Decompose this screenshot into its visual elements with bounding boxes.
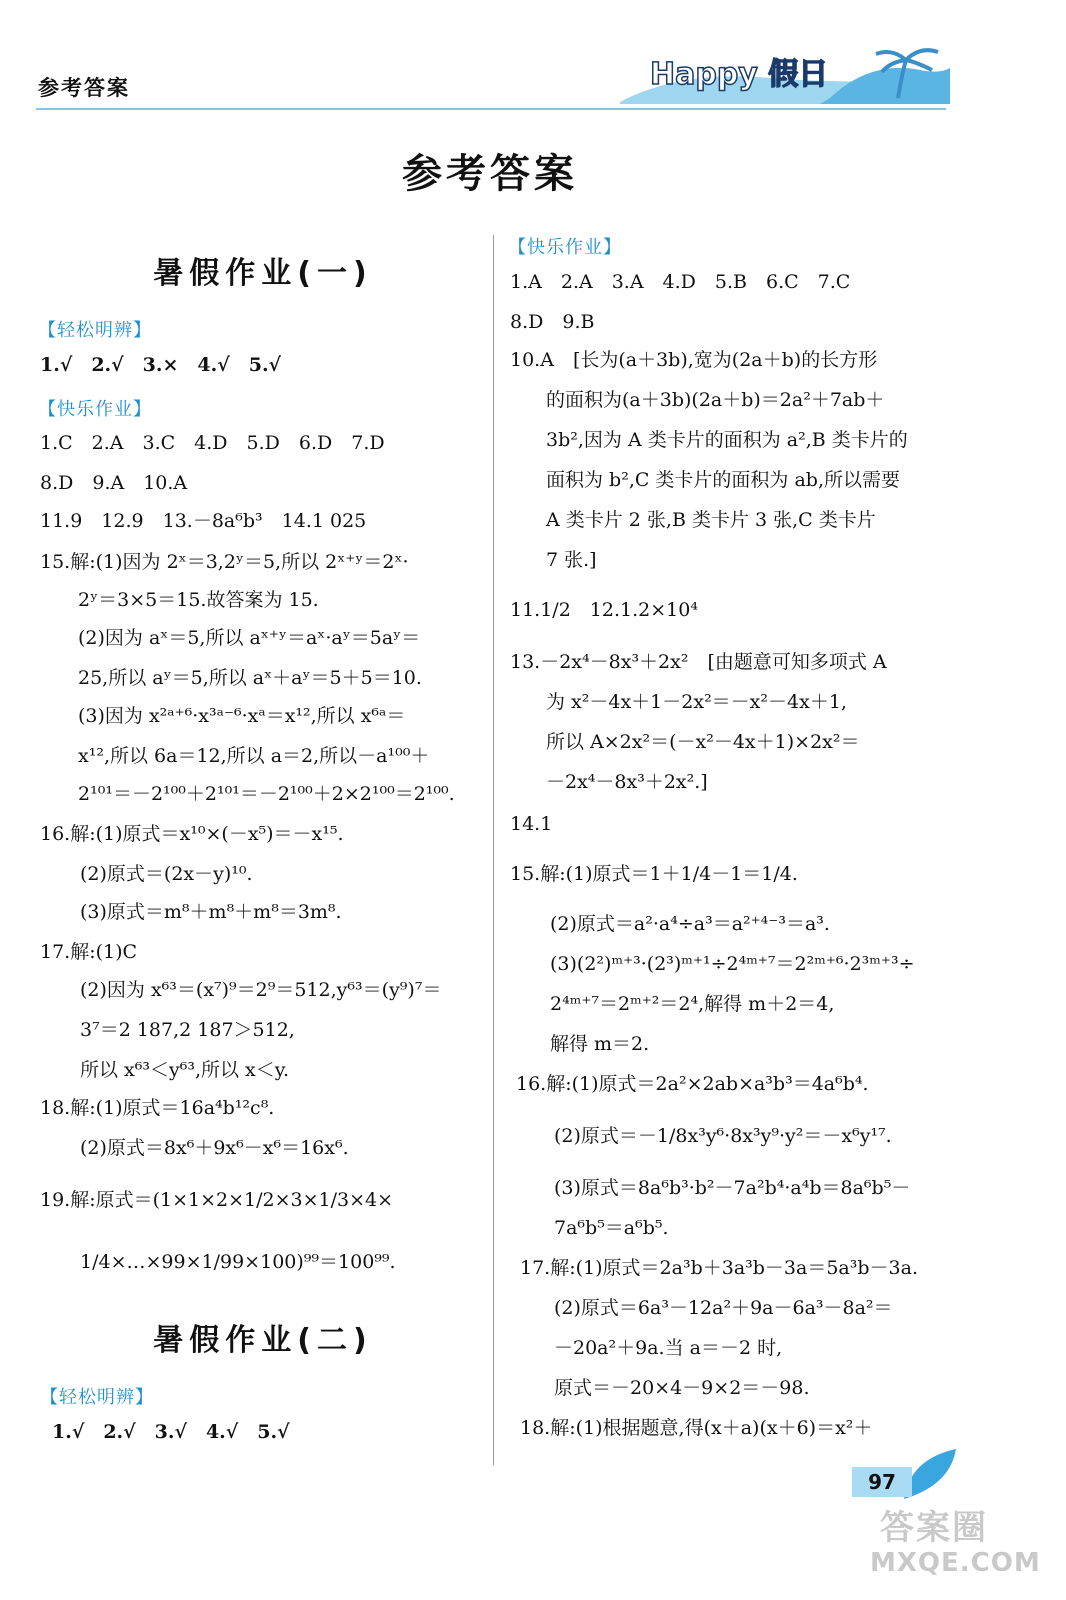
tag-easy-2: 【轻松明辨】 [40, 1387, 154, 1408]
logo-text: Happy 假日 [650, 57, 829, 92]
easy-answers: 1.√ 2.√ 3.× 4.√ 5.√ [40, 354, 282, 376]
answer-line: (3)(2²)ᵐ⁺³·(2³)ᵐ⁺¹÷2⁴ᵐ⁺⁷＝2²ᵐ⁺⁶·2³ᵐ⁺³÷ [550, 953, 915, 975]
answer-line: (3)原式＝8a⁶b³·b²－7a²b⁴·a⁴b＝8a⁶b⁵－ [554, 1177, 911, 1199]
page-title: 参考答案 [402, 151, 578, 197]
answer-line: 15.解:(1)因为 2ˣ＝3,2ʸ＝5,所以 2ˣ⁺ʸ＝2ˣ· [40, 551, 409, 573]
answer-line: 17.解:(1)原式＝2a³b＋3a³b－3a＝5a³b－3a. [520, 1257, 918, 1279]
answer-line: 为 x²－4x＋1－2x²＝－x²－4x＋1, [546, 691, 847, 713]
header-rule [36, 108, 946, 110]
answer-line: －20a²＋9a.当 a＝－2 时, [554, 1337, 783, 1359]
answer-line: 16.解:(1)原式＝x¹⁰×(－x⁵)＝－x¹⁵. [40, 823, 344, 845]
answer-line: 7 张.] [546, 549, 597, 571]
answer-line: (2)原式＝a²·a⁴÷a³＝a²⁺⁴⁻³＝a³. [550, 913, 830, 935]
section-heading-2: 暑假作业(二) [153, 1323, 373, 1358]
tag-happy-right: 【快乐作业】 [508, 237, 622, 258]
answer-line: －2x⁴－8x³＋2x².] [546, 771, 708, 793]
answer-line: (3)因为 x²ᵃ⁺⁶·x³ᵃ⁻⁶·xᵃ＝x¹²,所以 x⁶ᵃ＝ [78, 705, 406, 727]
answer-line: 19.解:原式＝(1×1×2×1/2×3×1/3×4× [40, 1189, 394, 1211]
answer-line: (2)原式＝－1/8x³y⁶·8x³y⁹·y²＝－x⁶y¹⁷. [554, 1125, 892, 1147]
answer-line: 3⁷＝2 187,2 187＞512, [80, 1019, 295, 1041]
answer-line: A 类卡片 2 张,B 类卡片 3 张,C 类卡片 [546, 509, 876, 531]
happy-holiday-logo [620, 40, 950, 110]
answer-line: 所以 x⁶³＜y⁶³,所以 x＜y. [80, 1059, 290, 1081]
answer-line: 面积为 b²,C 类卡片的面积为 ab,所以需要 [546, 469, 901, 491]
answer-line: 25,所以 aʸ＝5,所以 aˣ＋aʸ＝5＋5＝10. [78, 667, 422, 689]
answer-line: 7a⁶b⁵＝a⁶b⁵. [554, 1217, 669, 1239]
answer-line: 13.－2x⁴－8x³＋2x² [由题意可知多项式 A [510, 651, 887, 673]
answer-line: 2⁴ᵐ⁺⁷＝2ᵐ⁺²＝2⁴,解得 m＋2＝4, [550, 993, 835, 1015]
watermark [870, 1500, 1050, 1590]
watermark-text: 答案圈 [880, 1508, 988, 1548]
answer-line: (2)因为 x⁶³＝(x⁷)⁹＝2⁹＝512,y⁶³＝(y⁹)⁷＝ [80, 979, 442, 1001]
answer-line: 15.解:(1)原式＝1＋1/4－1＝1/4. [510, 863, 798, 885]
answer-line: 2¹⁰¹＝－2¹⁰⁰＋2¹⁰¹＝－2¹⁰⁰＋2×2¹⁰⁰＝2¹⁰⁰. [78, 783, 455, 805]
tag-happy: 【快乐作业】 [38, 399, 152, 420]
answer-line: 11.9 12.9 13.－8a⁶b³ 14.1 025 [40, 510, 367, 532]
answer-line: (2)原式＝6a³－12a²＋9a－6a³－8a²＝ [554, 1297, 893, 1319]
answer-line: 的面积为(a＋3b)(2a＋b)＝2a²＋7ab＋ [546, 389, 885, 411]
answer-line: 2ʸ＝3×5＝15.故答案为 15. [78, 589, 319, 611]
column-divider [493, 235, 494, 1465]
answer-line: 16.解:(1)原式＝2a²×2ab×a³b³＝4a⁶b⁴. [516, 1073, 869, 1095]
answer-line: (2)原式＝8x⁶＋9x⁶－x⁶＝16x⁶. [80, 1137, 349, 1159]
page-number: 97 [852, 1467, 912, 1497]
answer-line: 11.1/2 12.1.2×10⁴ [510, 599, 698, 621]
answer-line: 1.A 2.A 3.A 4.D 5.B 6.C 7.C [510, 271, 851, 293]
answer-line: (2)因为 aˣ＝5,所以 aˣ⁺ʸ＝aˣ·aʸ＝5aʸ＝ [78, 627, 421, 649]
answer-line: (3)原式＝m⁸＋m⁸＋m⁸＝3m⁸. [80, 901, 342, 923]
answer-line: x¹²,所以 6a＝12,所以 a＝2,所以－a¹⁰⁰＋ [78, 745, 430, 767]
answer-line: (2)原式＝(2x－y)¹⁰. [80, 863, 253, 885]
answer-line: 10.A [长为(a＋3b),宽为(2a＋b)的长方形 [510, 349, 878, 371]
answer-line: 1.C 2.A 3.C 4.D 5.D 6.D 7.D [40, 432, 385, 454]
answer-line: 1/4×…×99×1/99×100)⁹⁹＝100⁹⁹. [80, 1251, 396, 1273]
easy-answers-2: 1.√ 2.√ 3.√ 4.√ 5.√ [52, 1421, 290, 1443]
answer-line: 18.解:(1)根据题意,得(x＋a)(x＋6)＝x²＋ [520, 1417, 873, 1439]
answer-line: 3b²,因为 A 类卡片的面积为 a²,B 类卡片的 [546, 429, 908, 451]
answer-line: 18.解:(1)原式＝16a⁴b¹²c⁸. [40, 1097, 275, 1119]
answer-line: 原式＝－20×4－9×2＝－98. [554, 1377, 810, 1399]
answer-line: 14.1 [510, 813, 553, 835]
answer-line: 17.解:(1)C [40, 941, 138, 963]
answer-line: 所以 A×2x²＝(－x²－4x＋1)×2x²＝ [546, 731, 860, 753]
tag-easy: 【轻松明辨】 [38, 320, 152, 341]
answer-line: 8.D 9.B [510, 311, 595, 333]
answer-line: 解得 m＝2. [550, 1033, 650, 1055]
watermark-url: MXQE.COM [870, 1548, 1041, 1578]
section-heading-1: 暑假作业(一) [153, 256, 373, 291]
answer-line: 8.D 9.A 10.A [40, 472, 188, 494]
running-header: 参考答案 [38, 76, 130, 100]
